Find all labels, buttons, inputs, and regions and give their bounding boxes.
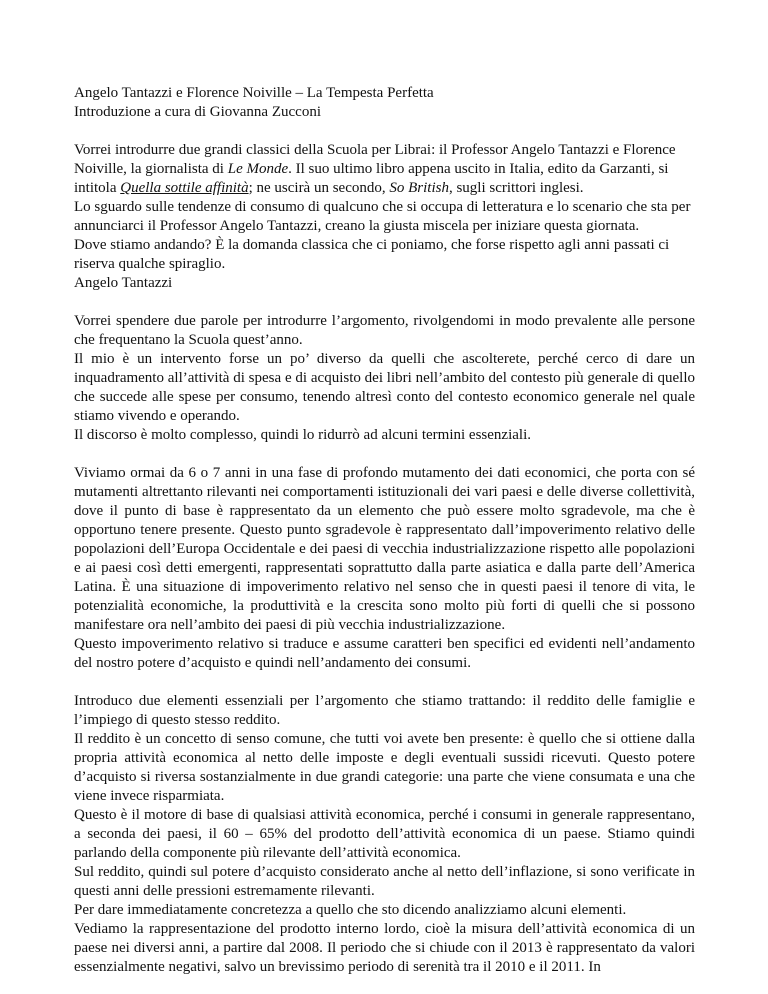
speech-section-3 (74, 692, 695, 977)
speech-para: Vediamo la rappresentazione del prodotto interno lordo, cioè la misura dell’attività economica di un paese nei diversi anni, a partire dal 2008. Il periodo che si chiude con il 2013 è rappresentato da valori essenzialmente negativi, salvo un brevissimo periodo di serenità tra il 2010 e il 2011. In (74, 921, 695, 975)
intro-text-c: ; ne uscirà un secondo, (248, 180, 390, 196)
intro-heading: Introduzione a cura di Giovanna Zucconi (74, 104, 321, 120)
speech-section-1 (74, 312, 695, 445)
intro-paragraph-1 (74, 141, 695, 198)
intro-paragraph-2: Lo sguardo sulle tendenze di consumo di qualcuno che si occupa di letteratura e lo scenario che sta per annunciarci il Professor Angelo Tantazzi, creano la giusta miscela per iniziare questa giornata. (74, 199, 691, 234)
book-title-1: Quella sottile affinità (120, 180, 249, 196)
speech-para: Vorrei spendere due parole per introdurre l’argomento, rivolgendomi in modo prevalente alle persone che frequentano la Scuola quest’anno. (74, 313, 695, 348)
speech-para: Viviamo ormai da 6 o 7 anni in una fase di profondo mutamento dei dati economici, che porta con sé mutamenti altrettanto rilevanti nei comportamenti istituzionali dei vari paesi e delle diverse collettività, dove il punto di base è rappresentato da un elemento che può essere molto sgradevole, ma che è opportuno tenere presente. Questo punto sgradevole è rappresentato dall’impoverimento relativo delle popolazioni dell’Europa Occidentale e dei paesi di vecchia industrializzazione rispetto alle popolazioni e ai paesi così detti emergenti, rappresentati soprattutto dalla parte asiatica e dalla parte dell’America Latina. È una situazione di impoverimento relativo nel senso che in questi paesi il tenore di vita, le potenzialità economiche, la produttività e la crescita sono molto più forti di quelli che si possono manifestare ora nell’ambito dei paesi di più vecchia industrializzazione. (74, 465, 695, 633)
speech-para: Questo è il motore di base di qualsiasi attività economica, perché i consumi in generale rappresentano, a seconda dei paesi, il 60 – 65% del prodotto dell’attività economica di un paese. Stiamo quindi parlando della componente più rilevante dell’attività economica. (74, 807, 695, 861)
newspaper-name: Le Monde (227, 161, 289, 177)
speech-para: Sul reddito, quindi sul potere d’acquisto considerato anche al netto dell’inflazione, si sono verificate in questi anni delle pressioni estremamente rilevanti. (74, 864, 695, 899)
speech-para: Il reddito è un concetto di senso comune, che tutti voi avete ben presente: è quello che si ottiene dalla propria attività economica al netto delle imposte e degli eventuali sussidi ricevuti. Questo potere d’acquisto si riversa sostanzialmente in due grandi categorie: una parte che viene consumata e una che viene invece risparmiata. (74, 731, 695, 804)
speaker-name: Angelo Tantazzi (74, 275, 173, 291)
intro-section (74, 141, 695, 236)
document-page (74, 84, 695, 977)
speech-section-2 (74, 464, 695, 673)
speech-para: Questo impoverimento relativo si traduce e assume caratteri ben specifici ed evidenti nell’andamento del nostro potere d’acquisto e quindi nell’andamento dei consumi. (74, 636, 695, 671)
book-title-2: So British (389, 180, 449, 196)
intro-text-d: , sugli scrittori inglesi. (448, 180, 584, 196)
document-title: Angelo Tantazzi e Florence Noiville – La Tempesta Perfetta (74, 85, 434, 101)
speech-para: Introduco due elementi essenziali per l’argomento che stiamo trattando: il reddito delle famiglie e l’impiego di questo stesso reddito. (74, 693, 695, 728)
intro-text-b: . Il suo ultimo libro appena uscito in Italia, edito da Garzanti, si intitola (74, 161, 669, 196)
intro-text-a: Vorrei introdurre due grandi classici della Scuola per Librai: il Professor Angelo Tantazzi e Florence Noiville, la giornalista di (74, 142, 676, 177)
speech-para: Il discorso è molto complesso, quindi lo ridurrò ad alcuni termini essenziali. (74, 427, 531, 443)
speech-para: Il mio è un intervento forse un po’ diverso da quelli che ascolterete, perché cerco di dare un inquadramento all’attività di spesa e di acquisto dei libri nell’ambito del contesto più generale di quello che succede alle spese per consumo, tenendo altresì conto del contesto economico generale nel quale stiamo vivendo e operando. (74, 351, 695, 424)
intro-paragraph-3: Dove stiamo andando? È la domanda classica che ci poniamo, che forse rispetto agli anni passati ci riserva qualche spiraglio. (74, 237, 670, 272)
speech-para: Per dare immediatamente concretezza a quello che sto dicendo analizziamo alcuni elementi. (74, 902, 627, 918)
